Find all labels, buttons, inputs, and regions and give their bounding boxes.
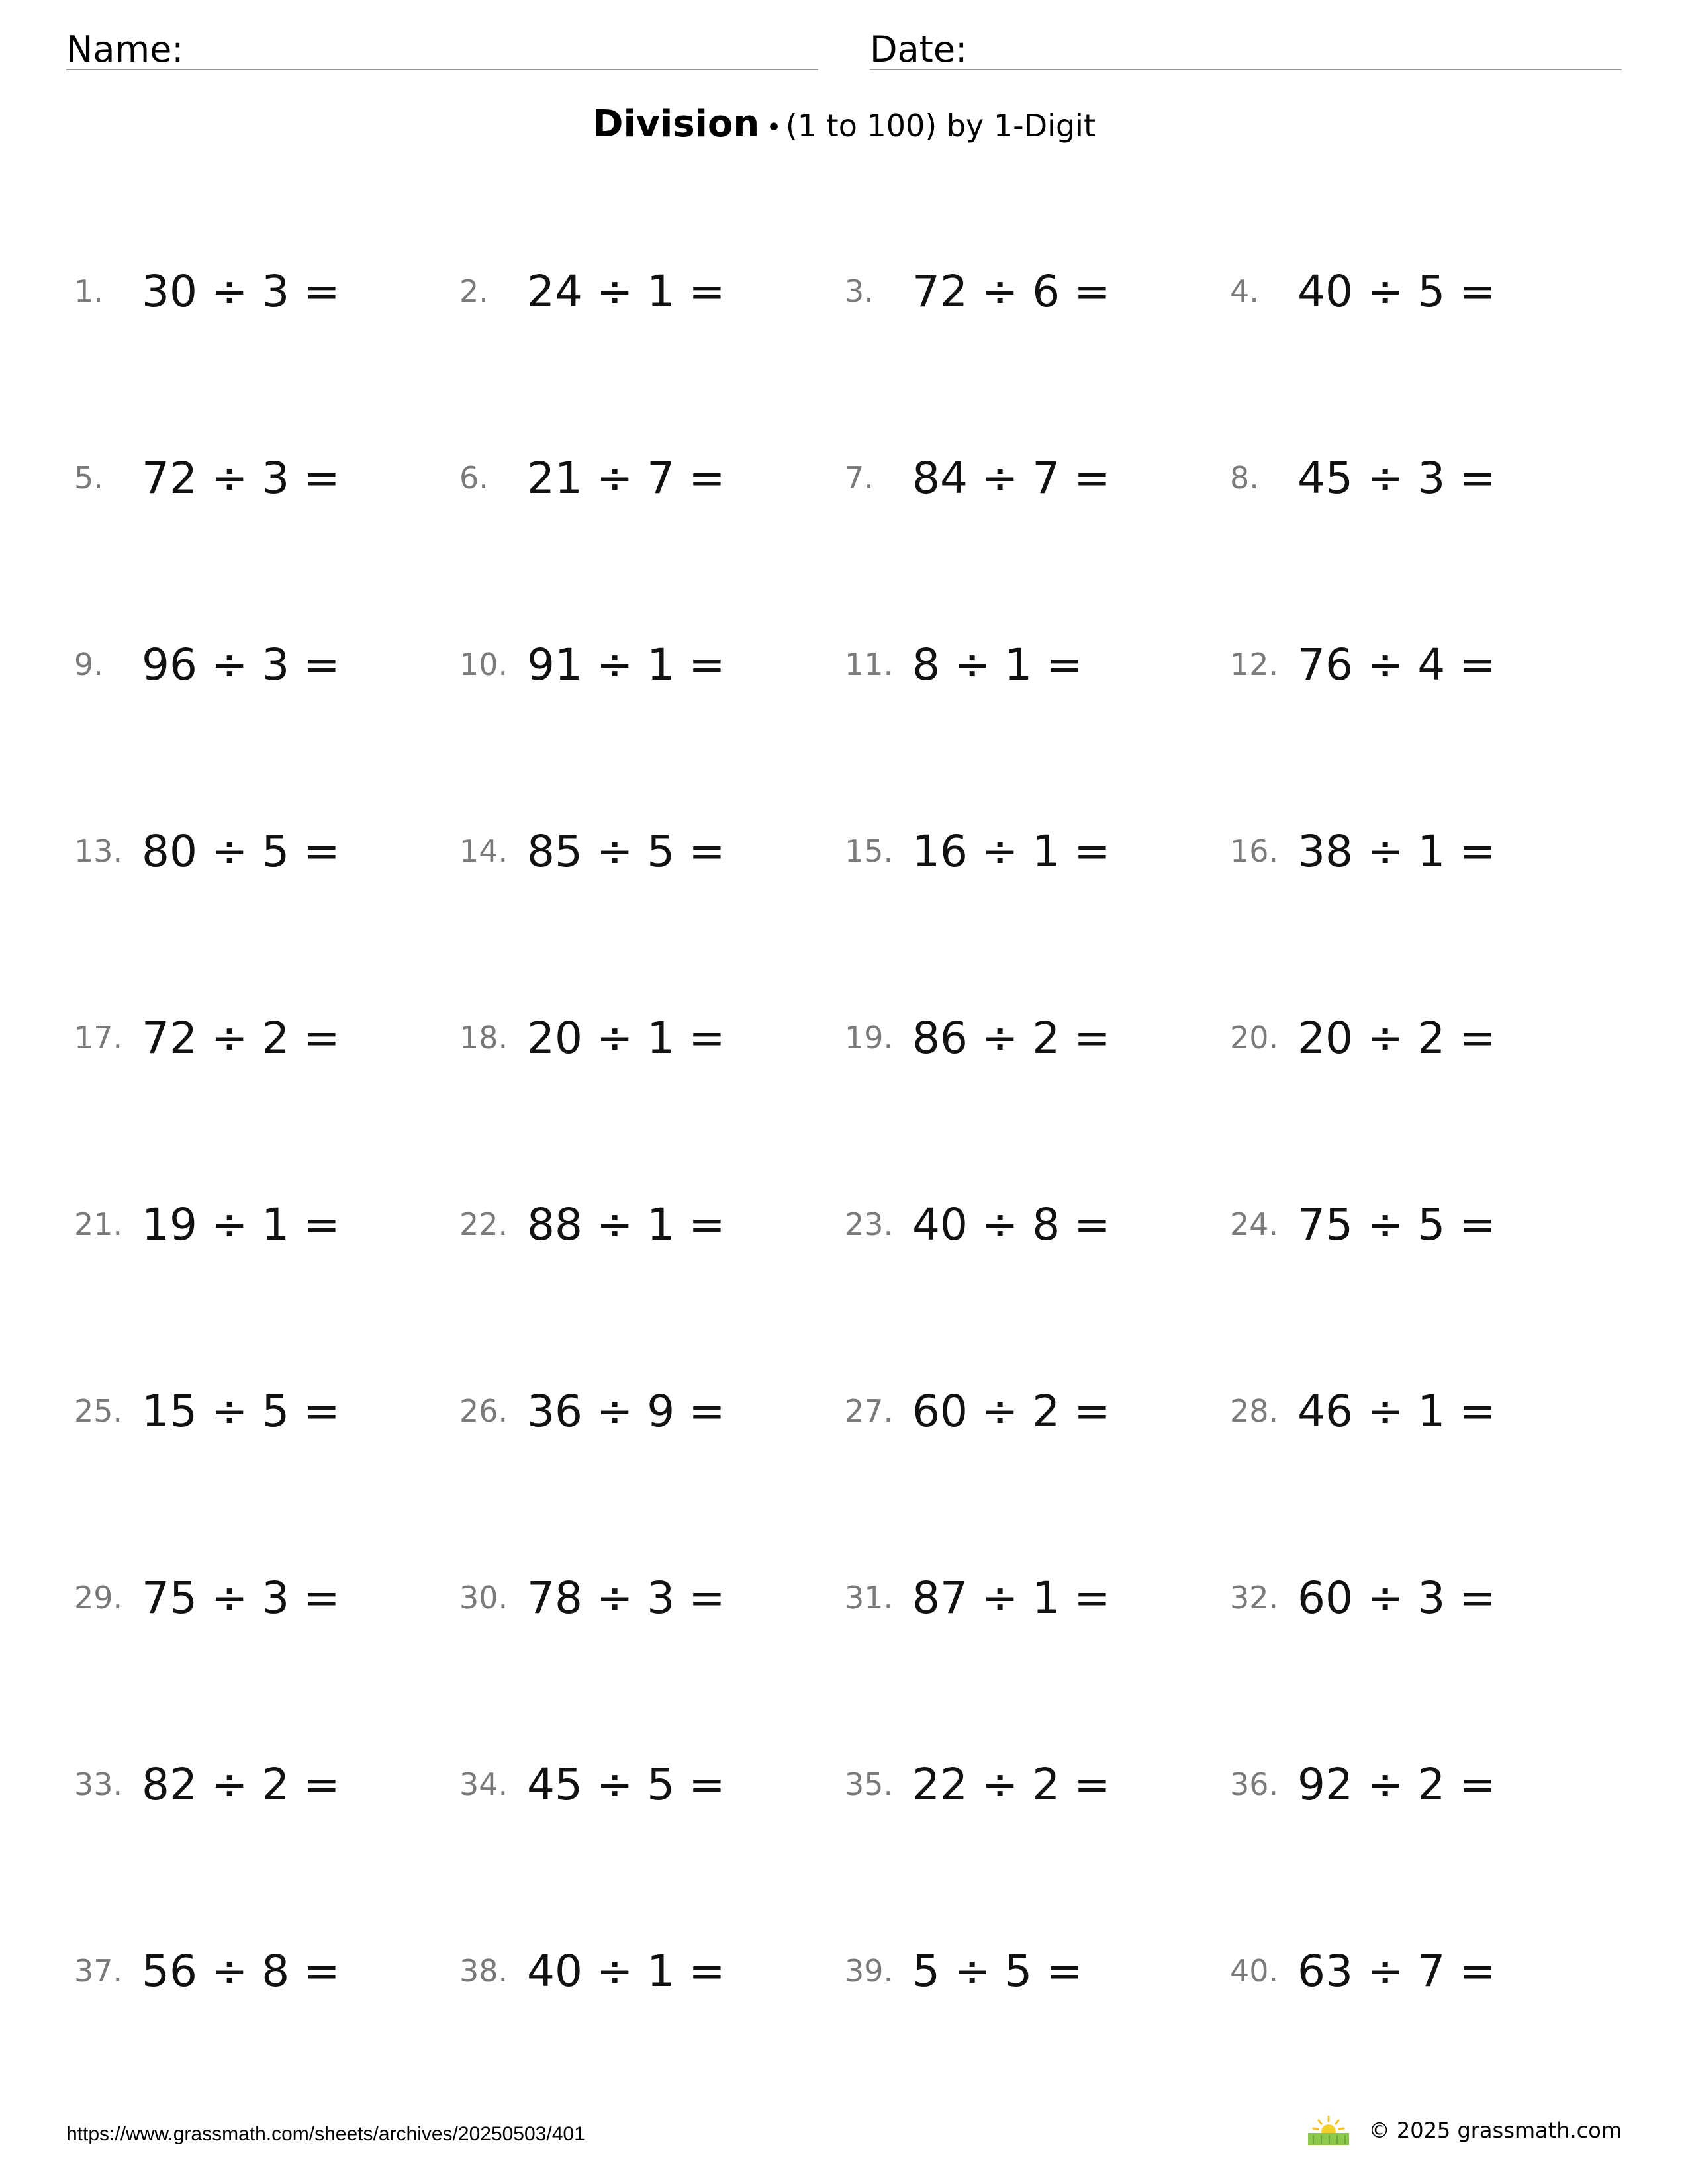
problem-expression: 40 ÷ 5 = (1297, 265, 1496, 317)
problem-expression: 45 ÷ 5 = (527, 1758, 726, 1810)
problem-item (845, 1378, 1111, 1444)
problem-number: 36. (1230, 1766, 1279, 1802)
problem-item (1230, 258, 1496, 324)
problem-item (74, 1378, 340, 1444)
problem-expression: 75 ÷ 3 = (142, 1572, 340, 1623)
problem-number: 18. (459, 1020, 508, 1056)
problem-number: 11. (845, 647, 894, 682)
problem-number: 25. (74, 1393, 123, 1429)
problem-expression: 40 ÷ 8 = (912, 1199, 1111, 1250)
problem-expression: 45 ÷ 3 = (1297, 452, 1496, 504)
problem-number: 4. (1230, 273, 1259, 309)
problem-expression: 8 ÷ 1 = (912, 639, 1083, 690)
problem-item (459, 818, 726, 884)
problem-item (459, 258, 726, 324)
problem-number: 31. (845, 1580, 894, 1615)
problem-number: 10. (459, 647, 508, 682)
problem-expression: 60 ÷ 3 = (1297, 1572, 1496, 1623)
problem-item (459, 1378, 726, 1444)
problem-expression: 72 ÷ 3 = (142, 452, 340, 504)
problem-item (74, 258, 340, 324)
problem-item (1230, 1751, 1496, 1817)
problem-item (459, 1565, 726, 1631)
problem-expression: 24 ÷ 1 = (527, 265, 726, 317)
problem-number: 20. (1230, 1020, 1279, 1056)
problem-expression: 91 ÷ 1 = (527, 639, 726, 690)
problem-number: 30. (459, 1580, 508, 1615)
problem-number: 12. (1230, 647, 1279, 682)
problem-expression: 75 ÷ 5 = (1297, 1199, 1496, 1250)
problem-number: 6. (459, 460, 489, 496)
problem-expression: 38 ÷ 1 = (1297, 825, 1496, 877)
problem-number: 17. (74, 1020, 123, 1056)
problem-item (74, 631, 340, 698)
problem-expression: 85 ÷ 5 = (527, 825, 726, 877)
footer-url: https://www.grassmath.com/sheets/archives/20250503/401 (66, 2123, 585, 2145)
problem-number: 15. (845, 833, 894, 869)
problem-number: 34. (459, 1766, 508, 1802)
problem-expression: 92 ÷ 2 = (1297, 1758, 1496, 1810)
problem-item (1230, 818, 1496, 884)
problem-item (74, 445, 340, 511)
problem-item (74, 818, 340, 884)
problem-number: 9. (74, 647, 103, 682)
problem-number: 5. (74, 460, 103, 496)
problem-item (459, 1751, 726, 1817)
problem-number: 13. (74, 833, 123, 869)
problem-item (459, 1005, 726, 1071)
problem-item (74, 1938, 340, 2004)
problem-number: 14. (459, 833, 508, 869)
sun-over-grass-icon (1307, 2115, 1350, 2146)
problem-number: 40. (1230, 1953, 1279, 1989)
problem-number: 32. (1230, 1580, 1279, 1615)
problem-expression: 36 ÷ 9 = (527, 1385, 726, 1437)
problem-expression: 80 ÷ 5 = (142, 825, 340, 877)
problem-expression: 82 ÷ 2 = (142, 1758, 340, 1810)
problem-item (1230, 1005, 1496, 1071)
problem-expression: 21 ÷ 7 = (527, 452, 726, 504)
problem-number: 35. (845, 1766, 894, 1802)
problem-item (74, 1005, 340, 1071)
problem-item (459, 1938, 726, 2004)
problem-item (845, 1005, 1111, 1071)
problem-expression: 40 ÷ 1 = (527, 1945, 726, 1997)
problem-item (845, 631, 1083, 698)
problem-expression: 63 ÷ 7 = (1297, 1945, 1496, 1997)
footer-brand (1307, 2115, 1622, 2146)
problem-expression: 46 ÷ 1 = (1297, 1385, 1496, 1437)
problem-item (74, 1565, 340, 1631)
problem-number: 29. (74, 1580, 123, 1615)
problem-expression: 76 ÷ 4 = (1297, 639, 1496, 690)
problem-item (74, 1751, 340, 1817)
problem-number: 28. (1230, 1393, 1279, 1429)
problem-number: 22. (459, 1206, 508, 1242)
problem-item (845, 818, 1111, 884)
problem-number: 19. (845, 1020, 894, 1056)
problem-item (1230, 1938, 1496, 2004)
problem-expression: 72 ÷ 2 = (142, 1012, 340, 1064)
problem-item (845, 258, 1111, 324)
name-label: Name: (66, 28, 184, 70)
problem-number: 38. (459, 1953, 508, 1989)
problem-item (1230, 1565, 1496, 1631)
problem-number: 33. (74, 1766, 123, 1802)
problem-item (74, 1191, 340, 1257)
problem-expression: 56 ÷ 8 = (142, 1945, 340, 1997)
problem-expression: 78 ÷ 3 = (527, 1572, 726, 1623)
problem-number: 39. (845, 1953, 894, 1989)
problem-expression: 72 ÷ 6 = (912, 265, 1111, 317)
problem-item (845, 1565, 1111, 1631)
problem-expression: 19 ÷ 1 = (142, 1199, 340, 1250)
problem-number: 1. (74, 273, 103, 309)
problem-expression: 87 ÷ 1 = (912, 1572, 1111, 1623)
problem-item (1230, 1378, 1496, 1444)
date-label: Date: (870, 28, 968, 70)
problem-item (845, 1751, 1111, 1817)
problem-expression: 20 ÷ 2 = (1297, 1012, 1496, 1064)
problem-number: 16. (1230, 833, 1279, 869)
problem-expression: 86 ÷ 2 = (912, 1012, 1111, 1064)
problem-expression: 5 ÷ 5 = (912, 1945, 1083, 1997)
problem-expression: 84 ÷ 7 = (912, 452, 1111, 504)
footer-copyright: © 2025 grassmath.com (1368, 2118, 1622, 2143)
problem-item (845, 445, 1111, 511)
problem-expression: 88 ÷ 1 = (527, 1199, 726, 1250)
problem-expression: 30 ÷ 3 = (142, 265, 340, 317)
problem-item (459, 1191, 726, 1257)
problem-expression: 60 ÷ 2 = (912, 1385, 1111, 1437)
problem-expression: 16 ÷ 1 = (912, 825, 1111, 877)
title-main: Division (592, 103, 760, 146)
problem-item (1230, 631, 1496, 698)
problem-number: 24. (1230, 1206, 1279, 1242)
problem-item (459, 445, 726, 511)
problem-expression: 22 ÷ 2 = (912, 1758, 1111, 1810)
problem-expression: 15 ÷ 5 = (142, 1385, 340, 1437)
problem-number: 7. (845, 460, 874, 496)
problem-expression: 96 ÷ 3 = (142, 639, 340, 690)
problem-number: 21. (74, 1206, 123, 1242)
problem-number: 37. (74, 1953, 123, 1989)
problem-item (459, 631, 726, 698)
problem-expression: 20 ÷ 1 = (527, 1012, 726, 1064)
problem-item (845, 1938, 1083, 2004)
problem-number: 26. (459, 1393, 508, 1429)
problem-number: 8. (1230, 460, 1259, 496)
problem-number: 27. (845, 1393, 894, 1429)
title-separator: • (766, 113, 782, 143)
problem-number: 3. (845, 273, 874, 309)
title-subtitle: (1 to 100) by 1-Digit (785, 108, 1096, 144)
problem-item (1230, 445, 1496, 511)
problem-item (845, 1191, 1111, 1257)
problem-number: 23. (845, 1206, 894, 1242)
problem-number: 2. (459, 273, 489, 309)
problem-item (1230, 1191, 1496, 1257)
